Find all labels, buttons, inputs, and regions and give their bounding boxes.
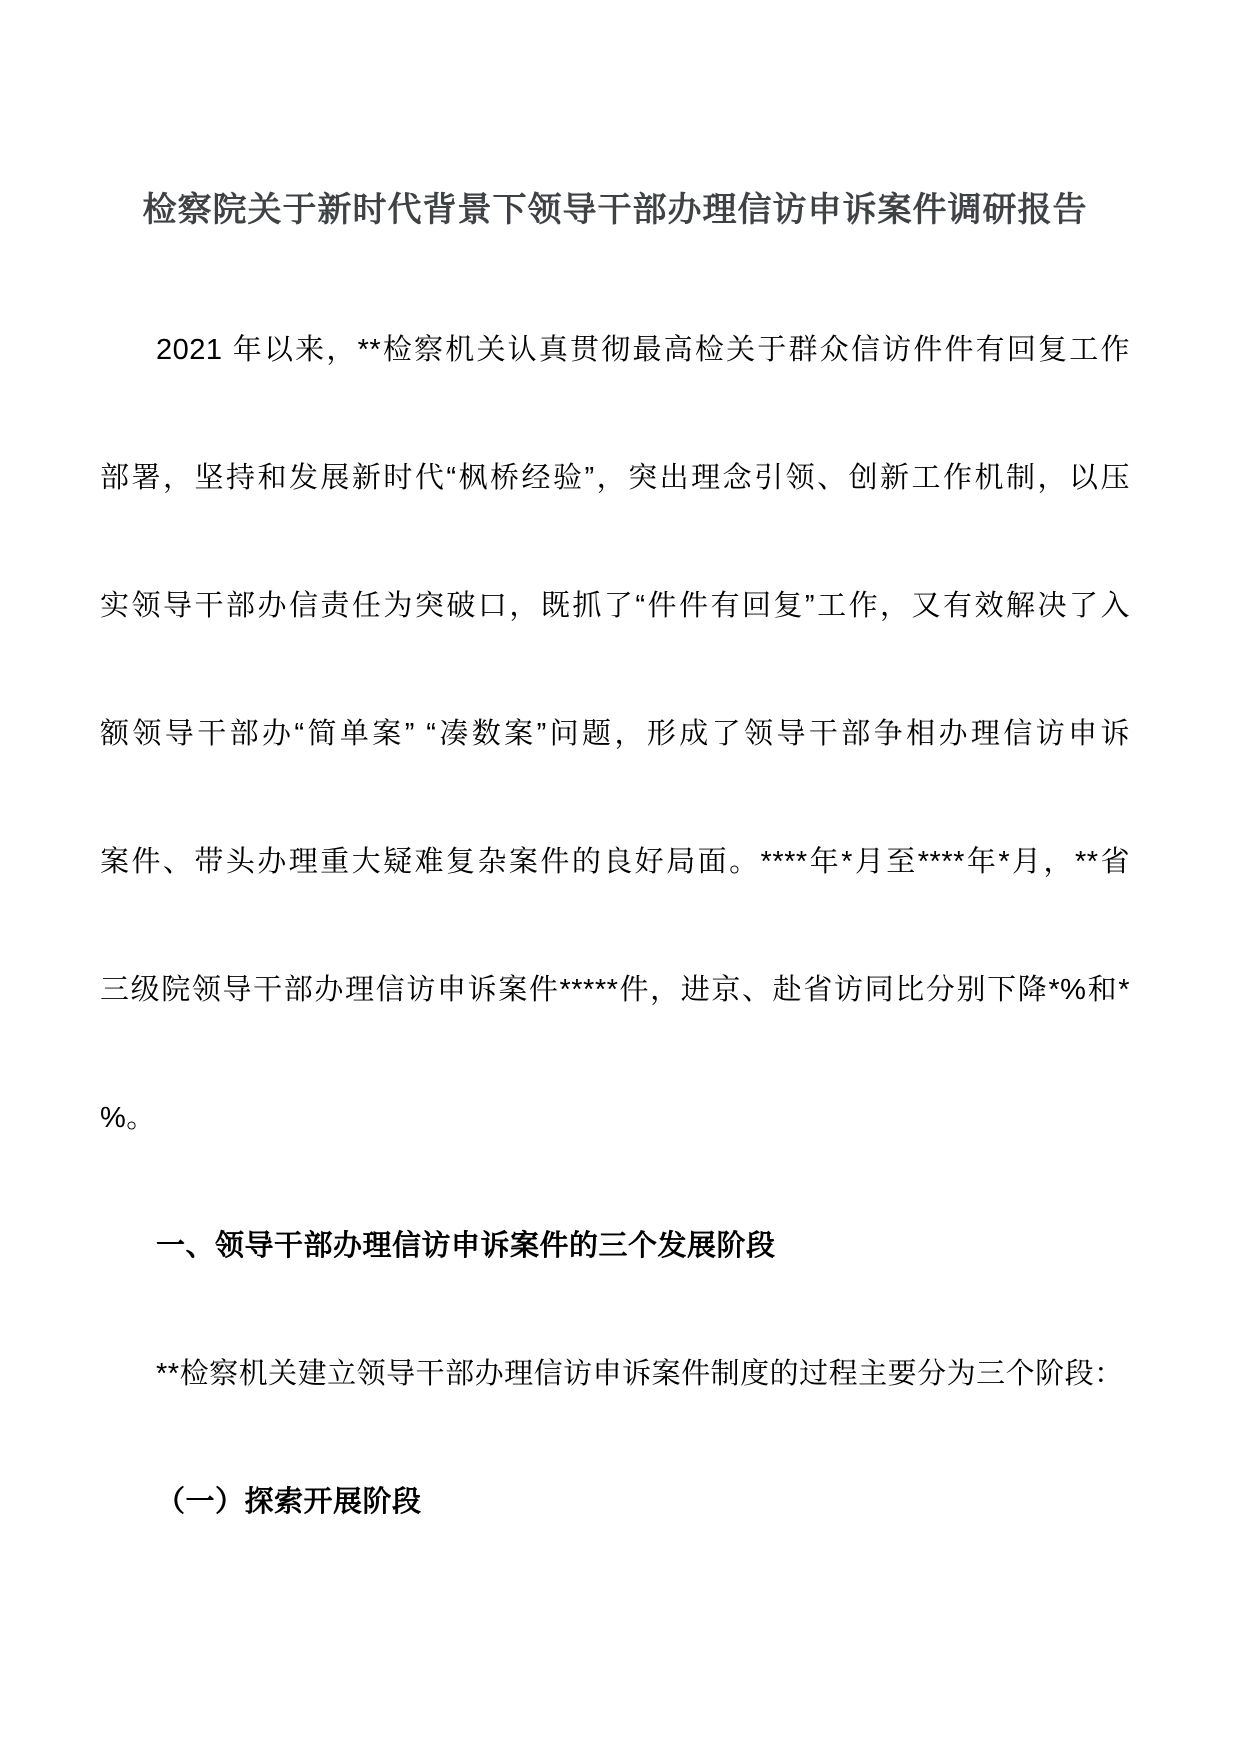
text-line: **检察机关建立领导干部办理信访申诉案件制度的过程主要分为三个阶段：	[156, 1358, 1124, 1390]
paragraph	[100, 1310, 1130, 1438]
subsection-heading-text: （一）探索开展阶段	[156, 1486, 422, 1518]
text-line: 三级院领导干部办理信访申诉案件*****件，进京、赴省访同比分别下降*%和*	[100, 974, 1130, 1006]
document-title: 检察院关于新时代背景下领导干部办理信访申诉案件调研报告	[142, 191, 1088, 229]
section-heading-text: 一、领导干部办理信访申诉案件的三个发展阶段	[156, 1230, 776, 1262]
text-line: 实领导干部办信责任为突破口，既抓了“件件有回复”工作，又有效解决了入	[100, 590, 1130, 622]
text-line: 案件、带头办理重大疑难复杂案件的良好局面。****年*月至****年*月，**省	[100, 846, 1130, 878]
paragraph	[100, 286, 1130, 1182]
text-line: 2021 年以来，**检察机关认真贯彻最高检关于群众信访件件有回复工作	[156, 334, 1130, 366]
text-line: 额领导干部办“简单案” “凑数案”问题，形成了领导干部争相办理信访申诉	[100, 718, 1130, 750]
text-line: %。	[100, 1102, 156, 1134]
section-heading	[100, 1182, 1130, 1310]
subsection-heading	[100, 1438, 1130, 1566]
text-line: 部署，坚持和发展新时代“枫桥经验”，突出理念引领、创新工作机制，以压	[100, 462, 1130, 494]
